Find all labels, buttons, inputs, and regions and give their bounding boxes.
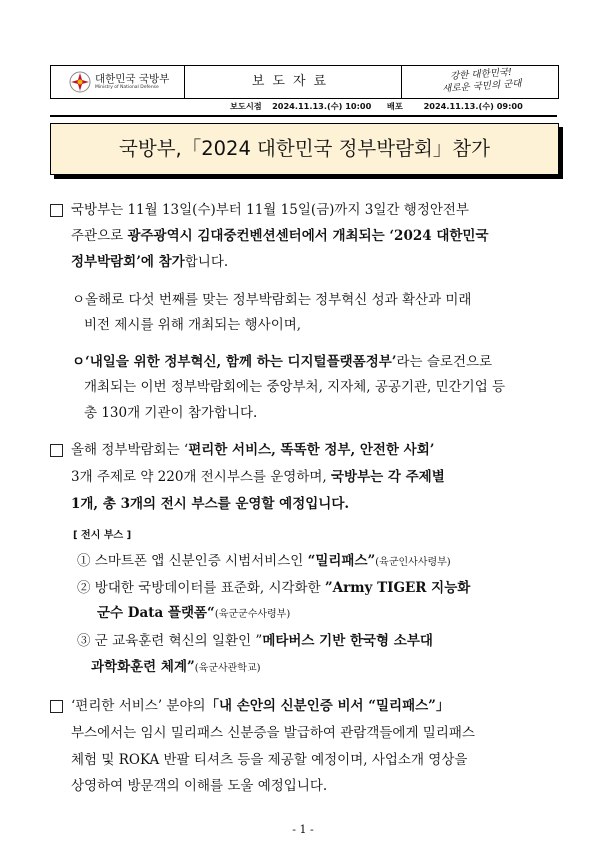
text-line: 체험 및 ROKA 반팔 티셔츠 등을 제공할 예정이며, 사업소개 영상을: [71, 752, 468, 768]
text-line: 1개, 총 3개의 전시 부스를 운영할 예정입니다.: [71, 496, 350, 512]
ministry-name-en: Ministry of National Defense: [95, 85, 159, 90]
ministry-emblem-icon: [69, 71, 91, 93]
text-line: 정부박람회’에 참가합니다.: [71, 254, 229, 270]
text-line: ‘편리한 서비스’ 분야의「내 손안의 신분인증 비서 “밀리패스”」: [71, 698, 450, 714]
header-divider: [401, 66, 402, 98]
text-line: 상영하여 방문객의 이해를 도울 예정입니다.: [71, 778, 328, 794]
checkbox-bullet: [50, 700, 63, 713]
booth-item-3-cont: 과학화훈련 체계”(육군사관학교): [91, 659, 261, 675]
text-line: ㅇ올해로 다섯 번째를 맞는 정부박람회는 정부혁신 성과 확산과 미래: [72, 292, 472, 308]
text-line: 개최되는 이번 정부박람회에는 중앙부처, 지자체, 공공기관, 민간기업 등: [84, 379, 506, 395]
checkbox-bullet: [50, 444, 63, 457]
embargo-label: 보도시점: [230, 101, 262, 111]
header-box: [50, 65, 559, 99]
embargo-time: 2024.11.13.(수) 10:00: [272, 101, 372, 111]
text-line: 3개 주제로 약 220개 전시부스를 운영하며, 국방부는 각 주제별: [71, 469, 445, 485]
page-title: 국방부,「2024 대한민국 정부박람회」참가: [119, 137, 490, 160]
booth-item-1: ① 스마트폰 앱 신분인증 시범서비스인 “밀리패스”(육군인사사령부): [77, 553, 451, 569]
release-times: [230, 101, 523, 112]
booth-item-3: ③ 군 교육훈련 혁신의 일환인 ”메타버스 기반 한국형 소부대: [77, 633, 433, 649]
title-box: [50, 123, 559, 175]
text-line: ㅇ‘내일을 위한 정부혁신, 함께 하는 디지털플랫폼정부’라는 슬로건으로: [72, 354, 493, 370]
booth-item-2-cont: 군수 Data 플랫폼“(육군군수사령부): [97, 605, 291, 621]
slogan-handwriting: 강한 대한민국! 새로운 국민의 군대: [441, 66, 522, 95]
ministry-name-kr: 대한민국 국방부: [95, 73, 170, 85]
text-line: 올해 정부박람회는 ‘편리한 서비스, 똑똑한 정부, 안전한 사회’: [71, 442, 435, 458]
text-line: 총 130개 기관이 참가합니다.: [84, 405, 258, 421]
page-number: - 1 -: [292, 823, 314, 836]
text-line: 주관으로 광주광역시 김대중컨벤션센터에서 개최되는 ‘2024 대한민국: [71, 228, 489, 244]
booth-section-label: [ 전시 부스 ]: [73, 530, 132, 541]
text-line: 부스에서는 임시 밀리패스 신분증을 발급하여 관람객들에게 밀리패스: [71, 725, 475, 741]
booth-item-2: ② 방대한 국방데이터를 표준화, 시각화한 ”Army TIGER 지능화: [77, 580, 471, 596]
checkbox-bullet: [50, 204, 63, 217]
text-line: 국방부는 11월 13일(수)부터 11월 15일(금)까지 3일간 행정안전부: [71, 202, 469, 218]
text-line: 비전 제시를 위해 개최되는 행사이며,: [84, 317, 302, 333]
header-rule: [50, 115, 557, 117]
distribution-label: 배포: [386, 101, 403, 111]
press-release-label: 보도자료: [251, 74, 335, 89]
distribution-time: 2024.11.13.(수) 09:00: [423, 101, 523, 111]
